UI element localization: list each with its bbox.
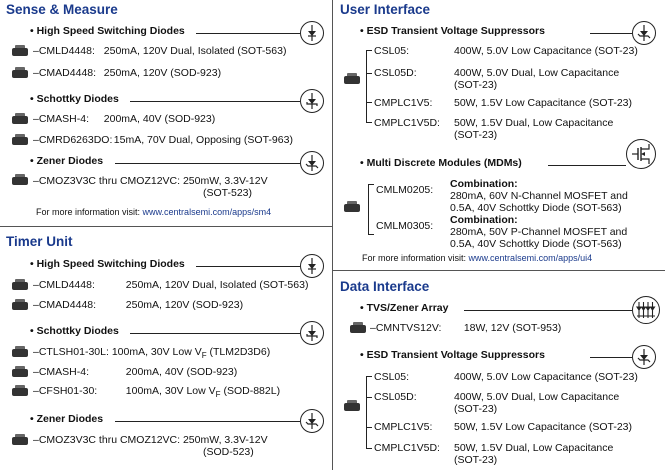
part-number: CMLM0305:	[376, 220, 434, 232]
timer-row-cfsh01: –CFSH01-30: 100mA, 30V Low $V_F$ (SOD-882L)	[33, 385, 281, 400]
timer-cat-schottky-label: Schottky Diodes	[36, 325, 119, 337]
sense-row-cmoz-pkg: (SOT-523)	[203, 187, 253, 199]
package-icon	[12, 388, 28, 396]
connector-line	[590, 33, 632, 34]
part-number: CMPLC1V5D:	[374, 117, 440, 129]
part-description: 250mW, 3.3V-12V	[182, 175, 268, 187]
timer-cat-switching-label: High Speed Switching Diodes	[36, 258, 185, 270]
timer-cat-schottky: • Schottky Diodes	[30, 325, 119, 337]
package-icon	[12, 177, 28, 185]
connector-line	[130, 101, 300, 102]
data-cat-tvs-label: TVS/Zener Array	[366, 302, 449, 314]
sense-row-cmash4: –CMASH-4: 200mA, 40V (SOD-923)	[33, 113, 216, 125]
part-description: 50W, 1.5V Low Capacitance (SOT-23)	[454, 97, 633, 109]
package-icon	[12, 437, 28, 445]
subscript-f: F	[215, 390, 221, 400]
tvs-symbol-icon	[632, 345, 656, 369]
part-number: CMPLC1V5D:	[374, 442, 440, 454]
more-info-prefix: For more information visit:	[362, 253, 467, 263]
part-description: 100mA, 30V Low V	[111, 346, 202, 358]
section-divider-left	[0, 226, 332, 227]
part-number: CSL05:	[374, 371, 410, 383]
part-number: CMASH-4:	[38, 366, 90, 378]
part-description: 50W, 1.5V Dual, Low Capacitance	[454, 442, 614, 454]
part-number: CMOZ3V3C thru CMOZ12VC:	[38, 175, 181, 187]
package-icon	[344, 403, 360, 411]
package-icon	[344, 204, 360, 212]
part-description: 18W, 12V (SOT-953)	[463, 322, 562, 334]
bracket-tick	[366, 122, 372, 123]
bracket-tick	[366, 73, 372, 74]
part-package: (SOT-23)	[454, 403, 498, 415]
data-row-csl05d	[374, 391, 619, 415]
diode-symbol-icon	[300, 21, 324, 45]
tvs-symbol-icon	[632, 21, 656, 45]
package-icon	[12, 70, 28, 78]
zener-symbol-icon	[300, 151, 324, 175]
part-number: CFSH01-30:	[38, 385, 98, 397]
data-cat-esd: • ESD Transient Voltage Suppressors	[360, 349, 545, 361]
ui-cat-esd: • ESD Transient Voltage Suppressors	[360, 25, 545, 37]
part-description: 400W, 5.0V Low Capacitance (SOT-23)	[454, 45, 638, 57]
part-description: 100mA, 30V Low V	[125, 385, 216, 397]
part-description: 400W, 5.0V Dual, Low Capacitance	[454, 391, 620, 403]
ui-more-info	[362, 253, 592, 263]
sense-cat-schottky-label: Schottky Diodes	[36, 93, 119, 105]
data-row-csl05	[374, 371, 638, 383]
part-package: (SOT-23)	[454, 129, 498, 141]
timer-row-cmoz-pkg: (SOD-523)	[203, 446, 254, 458]
timer-cat-switching: • High Speed Switching Diodes	[30, 258, 185, 270]
package-icon	[344, 76, 360, 84]
package-icon	[12, 137, 28, 145]
part-description: 50W, 1.5V Low Capacitance (SOT-23)	[454, 421, 633, 433]
column-divider	[332, 0, 333, 470]
bracket-line	[366, 376, 367, 448]
bracket-line	[368, 184, 369, 234]
sense-more-link[interactable]: www.centralsemi.com/apps/sm4	[142, 207, 272, 217]
part-number: CMPLC1V5:	[374, 421, 433, 433]
more-info-prefix: For more information visit:	[36, 207, 141, 217]
part-number: CMLD4448:	[38, 45, 95, 57]
sense-row-cmrd6263do: –CMRD6263DO: 15mA, 70V Dual, Opposing (SOT-963)	[33, 134, 293, 146]
diode-array-icon	[632, 296, 660, 324]
part-number: CMAD4448:	[38, 299, 97, 311]
bracket-tick	[366, 102, 372, 103]
sense-row-cmad4448: –CMAD4448: 250mA, 120V (SOD-923)	[33, 67, 222, 79]
connector-line	[115, 421, 300, 422]
part-description: 400W, 5.0V Low Capacitance (SOT-23)	[454, 371, 638, 383]
bracket-line	[366, 50, 367, 122]
timer-cat-zener: • Zener Diodes	[30, 413, 104, 425]
ui-more-link[interactable]: www.centralsemi.com/apps/ui4	[468, 253, 593, 263]
diode-symbol-icon	[300, 254, 324, 278]
part-number: CMASH-4:	[38, 113, 90, 125]
connector-line	[548, 165, 626, 166]
combination-label: Combination:	[450, 214, 518, 226]
part-description: 250mA, 120V (SOD-923)	[125, 299, 244, 311]
ui-cat-mdm-label: Multi Discrete Modules (MDMs)	[366, 157, 522, 169]
ui-cat-esd-label: ESD Transient Voltage Suppressors	[366, 25, 545, 37]
part-description: 50W, 1.5V Dual, Low Capacitance	[454, 117, 614, 129]
schottky-symbol-icon	[300, 321, 324, 345]
part-package: (SOT-23)	[454, 454, 498, 466]
part-number: CMNTVS12V:	[375, 322, 442, 334]
part-description: 200mA, 40V (SOD-923)	[125, 366, 238, 378]
section-divider-right	[332, 270, 665, 271]
timer-section-title: Timer Unit	[6, 234, 73, 249]
zener-symbol-icon	[300, 409, 324, 433]
sense-cat-switching: • High Speed Switching Diodes	[30, 25, 185, 37]
part-description-2: 0.5A, 40V Schottky Diode (SOT-563)	[450, 202, 622, 214]
package-icon	[12, 282, 28, 290]
package-icon	[350, 325, 366, 333]
part-description: 15mA, 70V Dual, Opposing (SOT-963)	[113, 134, 293, 146]
connector-line	[196, 266, 300, 267]
ui-cat-mdm: • Multi Discrete Modules (MDMs)	[360, 157, 522, 169]
data-cat-tvs: • TVS/Zener Array	[360, 302, 449, 314]
connector-line	[130, 333, 300, 334]
part-number: CMOZ3V3C thru CMOZ12VC:	[38, 434, 181, 446]
data-row-cmplc1v5d	[374, 442, 613, 466]
timer-row-ctlsh01: –CTLSH01-30L: 100mA, 30V Low $V_F$ (TLM2D3D6)	[33, 346, 271, 361]
part-description: 250mA, 120V (SOD-923)	[103, 67, 222, 79]
package-icon	[12, 302, 28, 310]
part-number: CMAD4448:	[38, 67, 97, 79]
sense-row-cmoz: –CMOZ3V3C thru CMOZ12VC: 250mW, 3.3V-12V	[33, 175, 268, 187]
timer-row-cmoz: –CMOZ3V3C thru CMOZ12VC: 250mW, 3.3V-12V	[33, 434, 268, 446]
part-number: CTLSH01-30L:	[38, 346, 109, 358]
part-number: CMLM0205:	[376, 184, 434, 196]
package-icon	[12, 116, 28, 124]
sense-section-title: Sense & Measure	[6, 2, 118, 17]
bracket-tick	[366, 50, 372, 51]
timer-row-cmash4: –CMASH-4: 200mA, 40V (SOD-923)	[33, 366, 238, 378]
data-cat-esd-label: ESD Transient Voltage Suppressors	[366, 349, 545, 361]
data-row-cmplc1v5	[374, 421, 632, 433]
package-icon	[12, 48, 28, 56]
bracket-tick	[366, 397, 372, 398]
ui-row-cmlm0205	[376, 178, 628, 214]
schottky-symbol-icon	[300, 89, 324, 113]
part-description: 200mA, 40V (SOD-923)	[103, 113, 216, 125]
data-row-cmntvs12v: –CMNTVS12V: 18W, 12V (SOT-953)	[370, 322, 562, 334]
bracket-tick	[366, 376, 372, 377]
part-package: (SOD-882L)	[220, 385, 281, 397]
part-description-2: 0.5A, 40V Schottky Diode (SOT-563)	[450, 238, 622, 250]
bracket-tick	[366, 448, 372, 449]
timer-row-cmld4448: –CMLD4448: 250mA, 120V Dual, Isolated (SOT-563)	[33, 279, 309, 291]
timer-row-cmad4448: –CMAD4448: 250mA, 120V (SOD-923)	[33, 299, 244, 311]
sense-cat-zener: • Zener Diodes	[30, 155, 104, 167]
sense-cat-zener-label: Zener Diodes	[36, 155, 104, 167]
timer-cat-zener-label: Zener Diodes	[36, 413, 104, 425]
connector-line	[115, 163, 300, 164]
package-icon	[12, 369, 28, 377]
part-description: 400W, 5.0V Dual, Low Capacitance	[454, 67, 620, 79]
sense-row-cmld4448: –CMLD4448: 250mA, 120V Dual, Isolated (SOT-563)	[33, 45, 287, 57]
data-section-title: Data Interface	[340, 279, 430, 294]
ui-row-cmlm0305	[376, 214, 627, 250]
bracket-tick	[366, 427, 372, 428]
bracket-tick	[368, 234, 374, 235]
connector-line	[590, 357, 632, 358]
ui-row-cmplc1v5d	[374, 117, 613, 141]
part-description: 280mA, 50V P-Channel MOSFET and	[450, 226, 628, 238]
part-number: CSL05D:	[374, 391, 417, 403]
ui-row-csl05	[374, 45, 638, 57]
ui-section-title: User Interface	[340, 2, 431, 17]
part-description: 250mW, 3.3V-12V	[182, 434, 268, 446]
bracket-tick	[368, 184, 374, 185]
sense-cat-switching-label: High Speed Switching Diodes	[36, 25, 185, 37]
part-number: CMRD6263DO:	[38, 134, 113, 146]
part-number: CMPLC1V5:	[374, 97, 433, 109]
part-package: (TLM2D3D6)	[206, 346, 271, 358]
part-number: CMLD4448:	[38, 279, 95, 291]
part-number: CSL05:	[374, 45, 410, 57]
connector-line	[196, 33, 300, 34]
ui-row-csl05d	[374, 67, 619, 91]
mosfet-symbol-icon	[626, 139, 656, 169]
part-number: CSL05D:	[374, 67, 417, 79]
sense-more-info	[36, 207, 271, 217]
ui-row-cmplc1v5	[374, 97, 632, 109]
part-package: (SOT-23)	[454, 79, 498, 91]
combination-label: Combination:	[450, 178, 518, 190]
subscript-f: F	[201, 351, 207, 361]
package-icon	[12, 349, 28, 357]
part-description: 250mA, 120V Dual, Isolated (SOT-563)	[103, 45, 287, 57]
part-description: 250mA, 120V Dual, Isolated (SOT-563)	[125, 279, 309, 291]
part-description: 280mA, 60V N-Channel MOSFET and	[450, 190, 628, 202]
sense-cat-schottky: • Schottky Diodes	[30, 93, 119, 105]
connector-line	[464, 310, 632, 311]
